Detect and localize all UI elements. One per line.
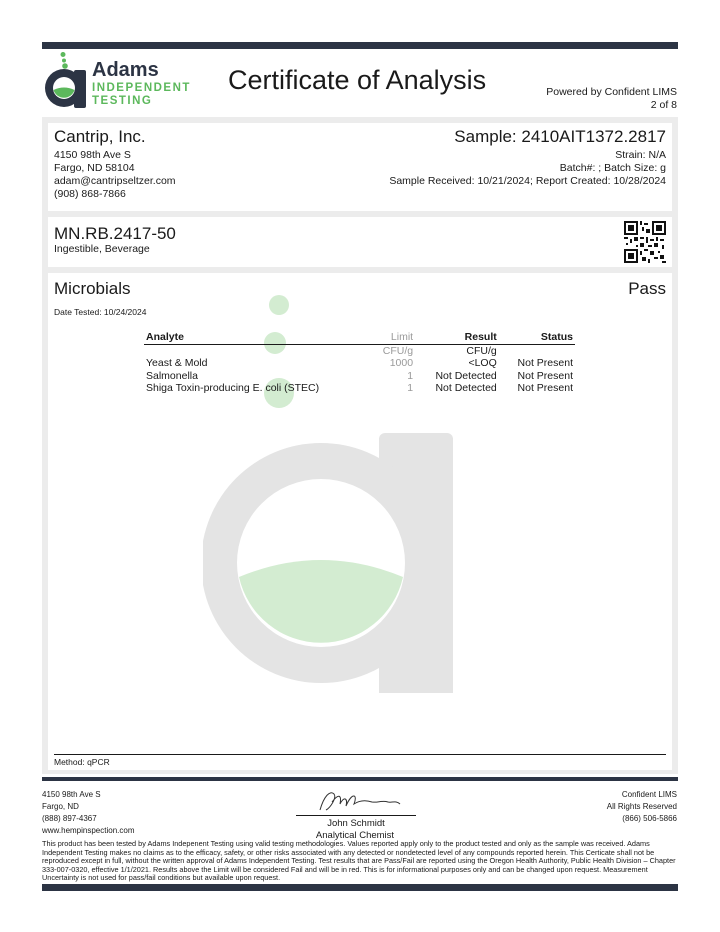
page-title: Certificate of Analysis — [228, 65, 487, 95]
client-email: adam@cantripseltzer.com — [54, 175, 176, 187]
cell-result: Not Detected — [435, 382, 497, 394]
footer-right — [607, 789, 677, 825]
footer-address-line: Fargo, ND — [42, 802, 79, 811]
cell-result: Not Detected — [435, 369, 497, 382]
signer-title: Analytical Chemist — [315, 830, 395, 841]
sample-batch: Batch#: ; Batch Size: g — [559, 162, 666, 174]
date-tested: Date Tested: 10/24/2024 — [54, 307, 147, 317]
section-divider — [54, 754, 666, 755]
page-number: 2 of 8 — [650, 99, 677, 111]
cell-analyte: Salmonella — [146, 369, 198, 382]
footer-website[interactable]: www.hempinspection.com — [42, 826, 135, 835]
col-status: Status — [499, 331, 575, 344]
results-table — [144, 331, 575, 395]
section-title: Microbials — [54, 279, 131, 298]
footer-phone-right: (866) 506-5866 — [622, 814, 677, 823]
footer-phone: (888) 897-4367 — [42, 814, 97, 823]
section-status: Pass — [628, 279, 666, 298]
cell-status: Not Present — [517, 369, 573, 382]
cell-analyte: Shiga Toxin-producing E. coli (STEC) — [146, 382, 320, 394]
method: Method: qPCR — [54, 757, 110, 767]
cell-status: Not Present — [517, 357, 573, 369]
table-units-row — [144, 344, 575, 357]
client-name: Cantrip, Inc. — [54, 127, 146, 146]
table-header-row — [144, 331, 575, 344]
powered-by: Powered by Confident LIMS — [546, 86, 677, 98]
col-result: Result — [415, 331, 499, 344]
cell-limit: 1 — [407, 382, 414, 394]
client-phone: (908) 868-7866 — [54, 188, 126, 200]
sample-strain: Strain: N/A — [615, 149, 666, 161]
client-address1: 4150 98th Ave S — [54, 149, 131, 161]
client-panel — [48, 123, 672, 211]
sample-id: Sample: 2410AIT1372.2817 — [454, 127, 666, 146]
cell-result: <LOQ — [468, 357, 497, 369]
brand-sub2: TESTING — [92, 95, 153, 107]
signer-name: John Schmidt — [327, 818, 385, 829]
client-address2: Fargo, ND 58104 — [54, 162, 135, 174]
unit-result: CFU/g — [466, 344, 497, 357]
footer-bar — [42, 777, 678, 781]
footer-rights: All Rights Reserved — [606, 802, 677, 811]
brand-sub1: INDEPENDENT — [92, 82, 191, 94]
signature-line — [296, 815, 416, 816]
footer-address — [42, 789, 134, 837]
unit-analyte — [144, 344, 371, 357]
cell-status: Not Present — [517, 382, 573, 394]
footer-company: Confident LIMS — [621, 790, 677, 799]
signature-icon — [310, 786, 410, 816]
table-row — [144, 370, 575, 383]
top-bar — [42, 42, 678, 49]
bottom-bar — [42, 884, 678, 891]
cell-limit: 1000 — [389, 357, 414, 369]
cell-analyte: Yeast & Mold — [146, 357, 208, 369]
disclaimer: This product has been tested by Adams Indepenent Testing using valid testing methodologies. Values reported apply only to the product tested and only as the sample was received. Adams Independent Testing makes no claims as to the efficacy, safety, or other risks associated with any detected or nondetected level of any compounds reported herein. This Certicate shall not be reproduced except in full, without the written approval of Adams Independent Testing. Test results that are Pass/Fail are reported using the Oregon Health Authority, Public Health Division – Chapter 333-007-0320, effective 1/1/2021. Results above the Limit will be considered Fail and will be in red. This is for informational purposes only and can be changed upon request. Measurement Uncertainty is not used for pass/fail conditions but available upon request. — [42, 839, 676, 883]
col-limit: Limit — [371, 331, 415, 344]
footer-address-line: 4150 98th Ave S — [42, 790, 101, 799]
table-row — [144, 357, 575, 370]
col-analyte: Analyte — [144, 331, 371, 344]
unit-limit: CFU/g — [382, 344, 414, 357]
sample-dates: Sample Received: 10/21/2024; Report Created: 10/28/2024 — [389, 175, 666, 187]
cell-limit: 1 — [407, 369, 414, 382]
unit-status — [499, 344, 575, 357]
flask-logo-icon — [42, 52, 92, 110]
product-panel — [48, 217, 672, 267]
qr-code-icon — [624, 221, 666, 263]
product-code: MN.RB.2417-50 — [54, 224, 176, 243]
table-row — [144, 382, 575, 395]
logo — [42, 52, 202, 110]
brand-name: Adams — [92, 59, 159, 81]
product-type: Ingestible, Beverage — [54, 243, 150, 255]
